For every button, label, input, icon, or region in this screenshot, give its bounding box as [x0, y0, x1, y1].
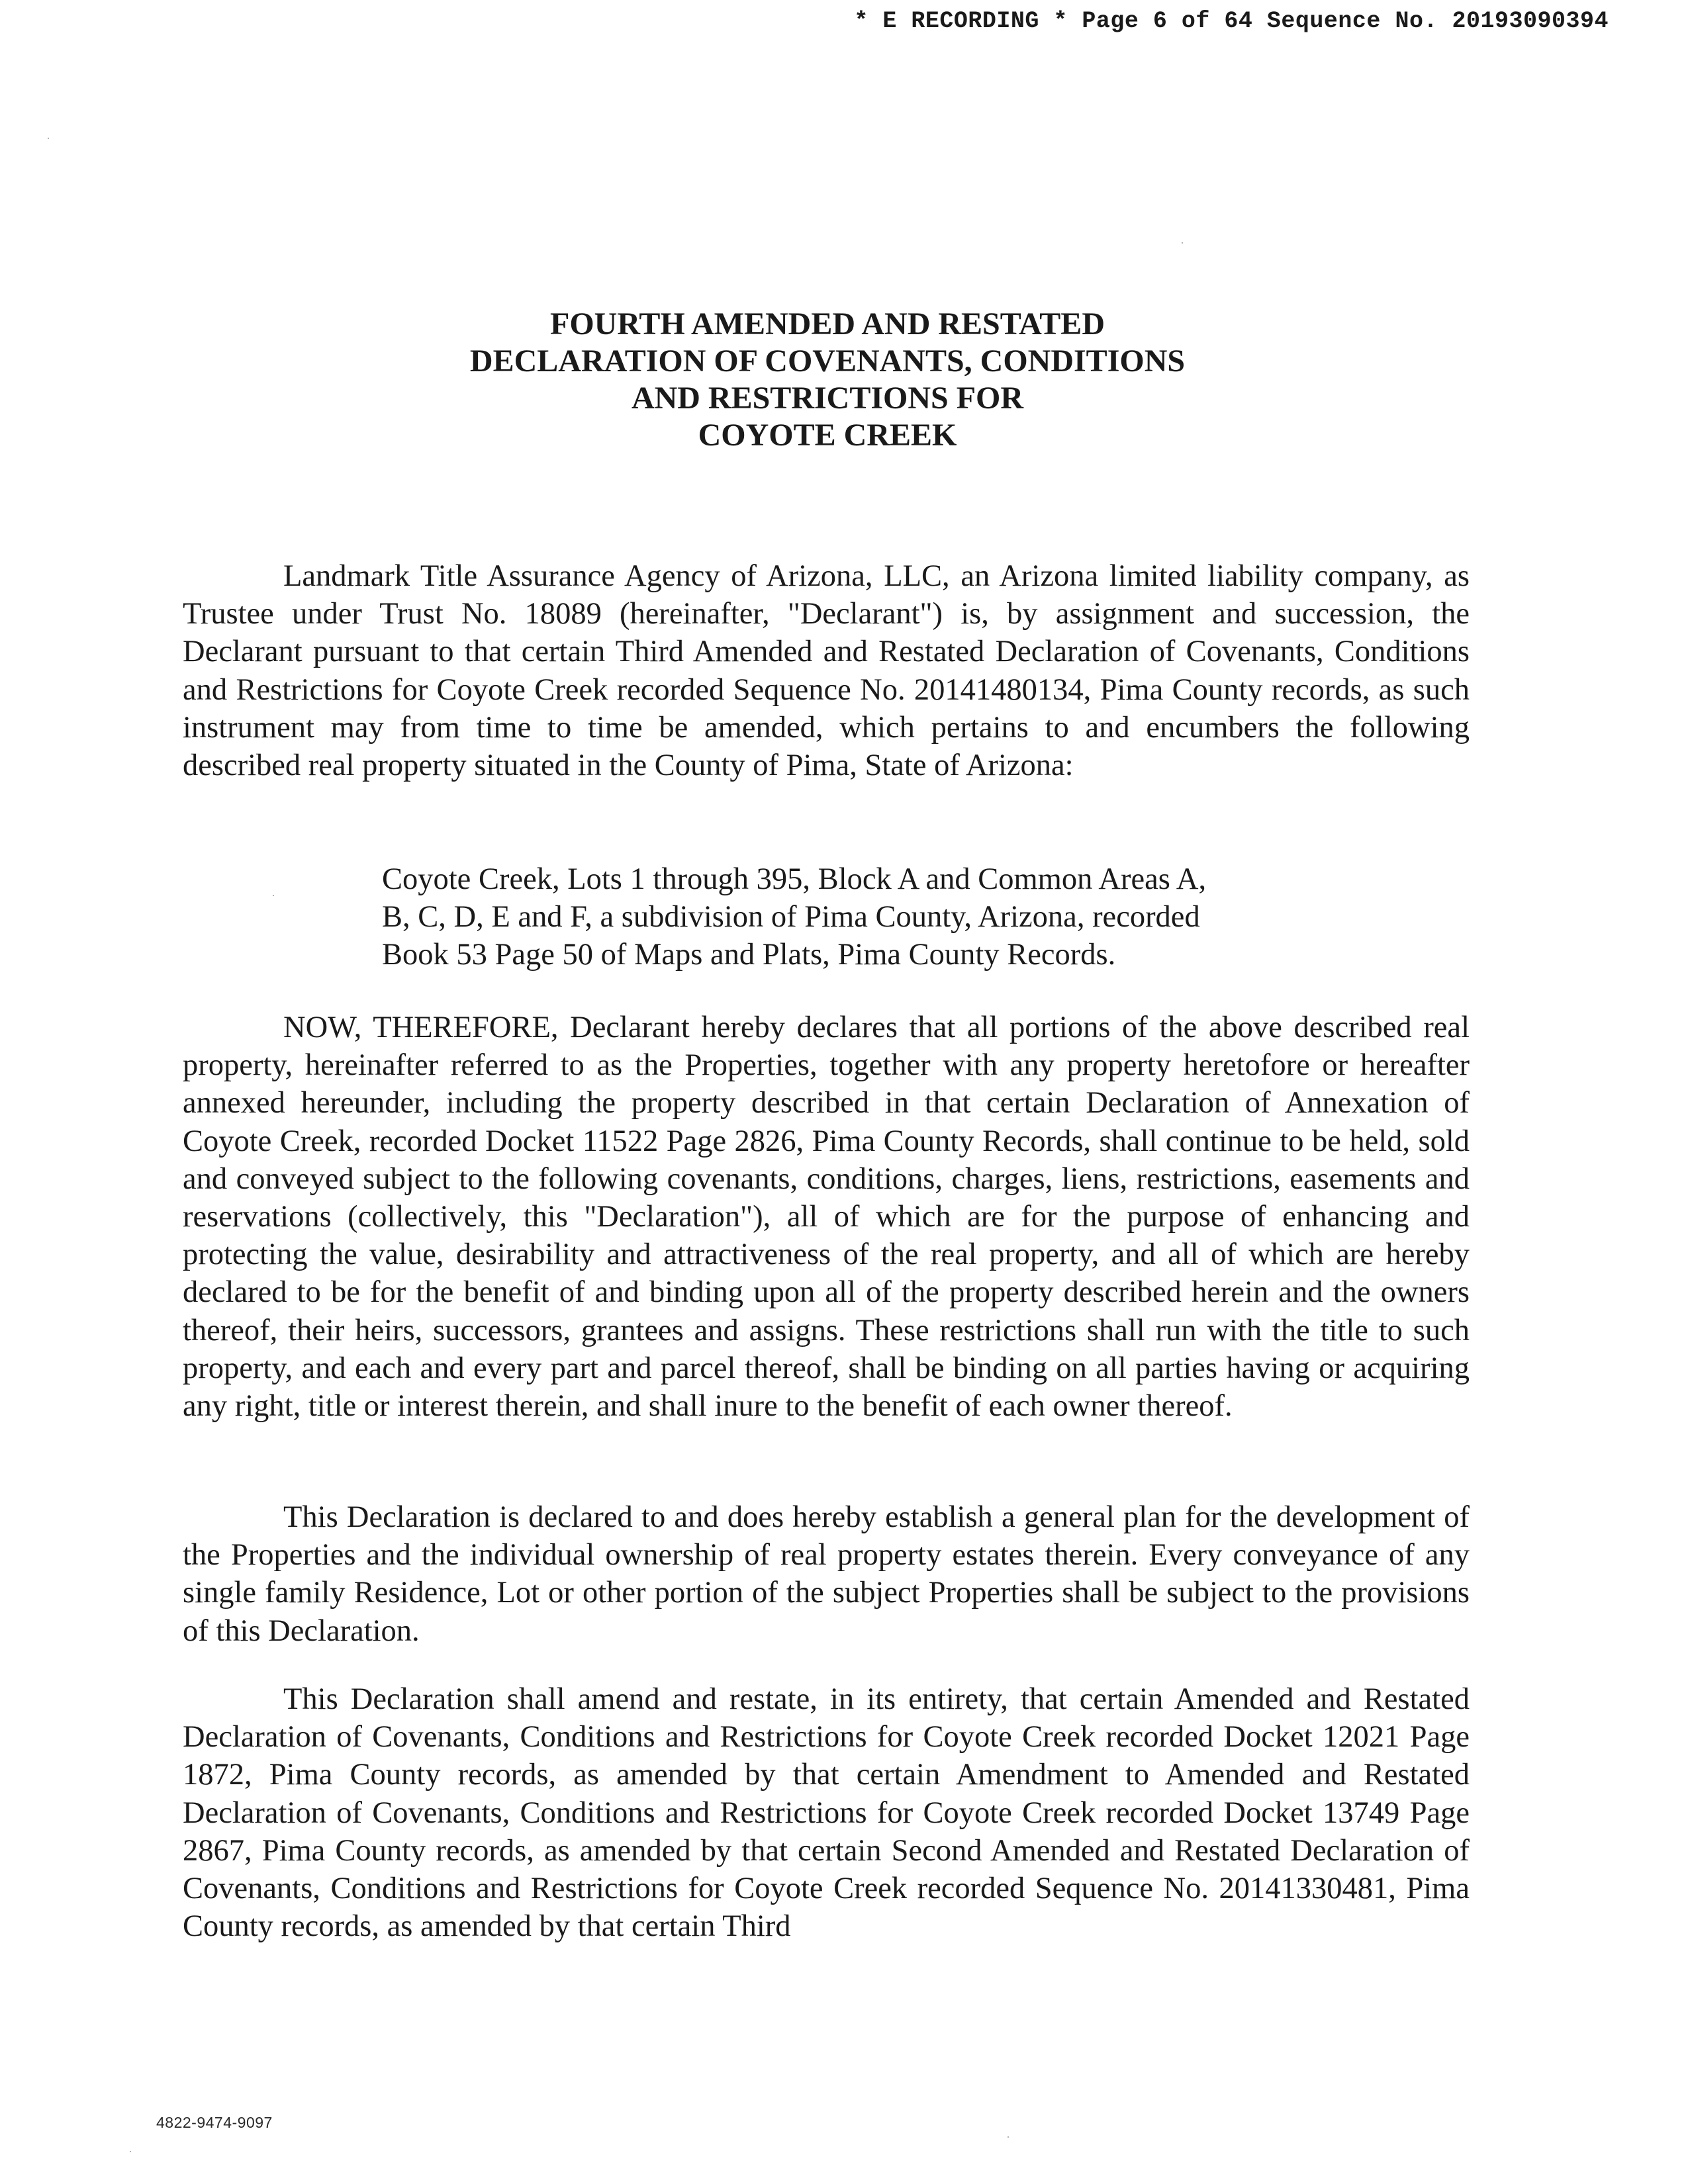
now-therefore-paragraph: NOW, THEREFORE, Declarant hereby declares that all portions of the above described real property, hereinafter referred to as the Properties, together with any property heretofore or hereafter annexed hereunder, including the property described in that certain Declaration of Annexation of Coyote Creek, recorded Docket 11522 Page 2826, Pima County Records, shall continue to be held, sold and conveyed subject to the following covenants, conditions, charges, liens, restrictions, easements and reservations (collectively, this "Declaration"), all of which are for the purpose of enhancing and protecting the value, desirability and attractiveness of the real property, and all of which are hereby declared to be for the benefit of and binding upon all of the property described herein and the owners thereof, their heirs, successors, grantees and assigns. These restrictions shall run with the title to such property, and each and every part and parcel thereof, shall be binding on all parties having or acquiring any right, title or interest therein, and shall inure to the benefit of each owner thereof.	[183, 1011, 1470, 1424]
legal-description-line: Book 53 Page 50 of Maps and Plats, Pima County Records.	[382, 938, 1116, 972]
scan-speck	[1008, 2136, 1009, 2138]
scan-speck	[1182, 242, 1183, 244]
scan-speck	[130, 2151, 131, 2152]
intro-paragraph: Landmark Title Assurance Agency of Arizona, LLC, an Arizona limited liability company, as Trustee under Trust No. 18089 (hereinafter, "Declarant") is, by assignment and succession, the Declarant pursuant to that certain Third Amended and Restated Declaration of Covenants, Conditions and Restrictions for Coyote Creek recorded Sequence No. 20141480134, Pima County records, as such instrument may from time to time be amended, which pertains to and encumbers the following described real property situated in the County of Pima, State of Arizona:	[183, 559, 1470, 783]
title-line: COYOTE CREEK	[698, 418, 957, 453]
title-line: DECLARATION OF COVENANTS, CONDITIONS	[469, 343, 1186, 379]
title-line: FOURTH AMENDED AND RESTATED	[550, 306, 1105, 341]
document-title	[0, 306, 1655, 454]
scan-speck	[273, 895, 274, 896]
general-plan-paragraph: This Declaration is declared to and does hereby establish a general plan for the development of the Properties and the individual ownership of real property estates therein. Every conveyance of any single family Residence, Lot or other portion of the subject Properties shall be subject to the provisions of this Declaration.	[183, 1500, 1470, 1648]
amend-restate-paragraph: This Declaration shall amend and restate, in its entirety, that certain Amended and Restated Declaration of Covenants, Conditions and Restrictions for Coyote Creek recorded Docket 12021 Page 1872, Pima County records, as amended by that certain Amendment to Amended and Restated Declaration of Covenants, Conditions and Restrictions for Coyote Creek recorded Docket 13749 Page 2867, Pima County records, as amended by that certain Second Amended and Restated Declaration of Covenants, Conditions and Restrictions for Coyote Creek recorded Sequence No. 20141330481, Pima County records, as amended by that certain Third	[183, 1682, 1470, 1944]
scan-speck	[48, 138, 49, 139]
recording-stamp: * E RECORDING * Page 6 of 64 Sequence No. 20193090394	[854, 8, 1609, 34]
title-line: AND RESTRICTIONS FOR	[631, 381, 1024, 416]
legal-description	[382, 860, 1309, 974]
document-number: 4822-9474-9097	[156, 2114, 273, 2131]
legal-description-line: B, C, D, E and F, a subdivision of Pima County, Arizona, recorded	[382, 900, 1200, 934]
legal-description-line: Coyote Creek, Lots 1 through 395, Block A and Common Areas A,	[382, 862, 1207, 896]
